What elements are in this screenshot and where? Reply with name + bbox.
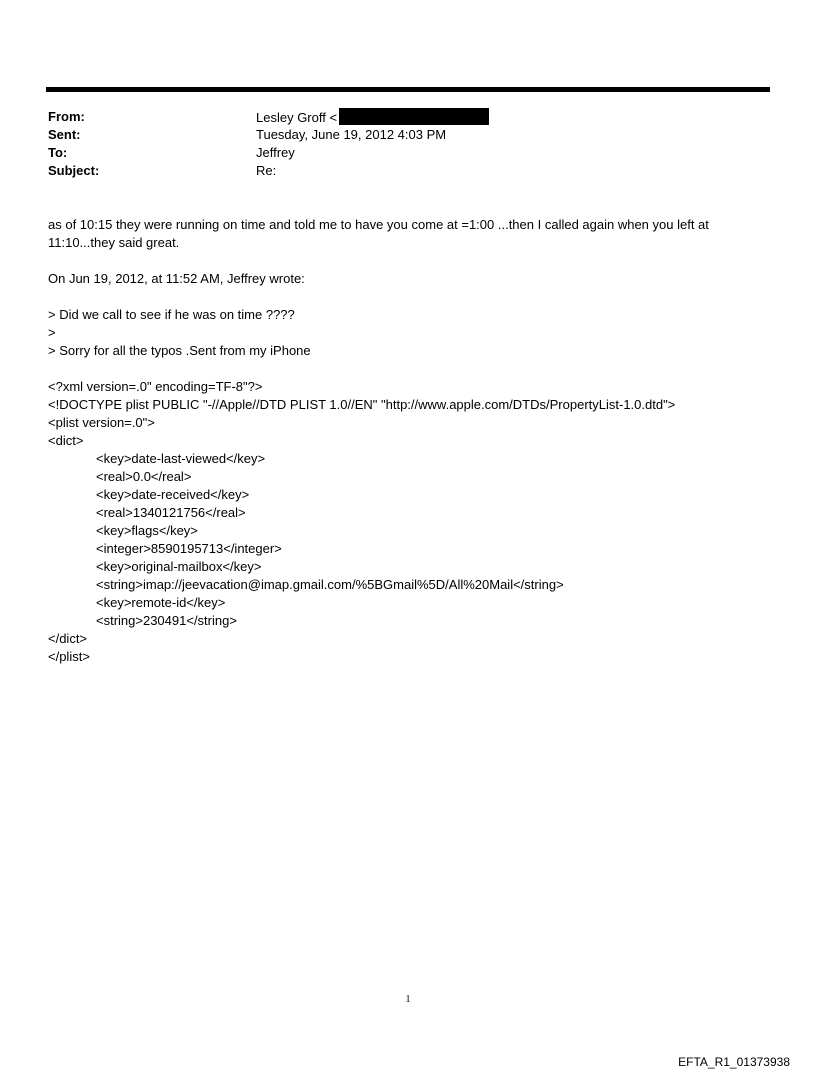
email-header (48, 108, 768, 180)
email-body (48, 216, 748, 666)
plist-entry: <string>imap://jeevacation@imap.gmail.com/%5BGmail%5D/All%20Mail</string> (96, 577, 564, 592)
plist-entry: <key>date-last-viewed</key> (96, 451, 266, 466)
to-label: To: (48, 145, 68, 160)
from-value: Lesley Groff < (256, 110, 338, 125)
spacer (48, 360, 748, 378)
body-line: as of 10:15 they were running on time and told me to have you come at =1:00 ...then I called again when you left at (48, 217, 709, 232)
subject-row (48, 162, 768, 180)
sent-value: Tuesday, June 19, 2012 4:03 PM (256, 127, 447, 142)
spacer (48, 288, 748, 306)
plist-line: <?xml version=.0" encoding=TF-8"?> (48, 379, 263, 394)
from-row (48, 108, 768, 126)
plist-entry: <key>original-mailbox</key> (96, 559, 262, 574)
quoted-line: > (48, 325, 56, 340)
plist-line: </dict> (48, 631, 88, 646)
plist-line: <plist version=.0"> (48, 415, 155, 430)
to-value: Jeffrey (256, 145, 295, 160)
quoted-line: > Did we call to see if he was on time ???? (48, 307, 295, 322)
plist-entry: <key>remote-id</key> (96, 595, 226, 610)
subject-value: Re: (256, 163, 277, 178)
sent-row (48, 126, 768, 144)
plist-entry: <integer>8590195713</integer> (96, 541, 282, 556)
from-label: From: (48, 109, 85, 124)
plist-entry: <string>230491</string> (96, 613, 237, 628)
plist-entry: <real>0.0</real> (96, 469, 192, 484)
plist-line: </plist> (48, 649, 90, 664)
from-value-wrap (256, 108, 768, 126)
plist-entry: <key>date-received</key> (96, 487, 250, 502)
plist-line: <!DOCTYPE plist PUBLIC "-//Apple//DTD PLIST 1.0//EN" "http://www.apple.com/DTDs/PropertyList-1.0.dtd"> (48, 397, 676, 412)
sent-label: Sent: (48, 127, 81, 142)
plist-entry: <real>1340121756</real> (96, 505, 246, 520)
bates-number: EFTA_R1_01373938 (678, 1055, 790, 1069)
quote-intro: On Jun 19, 2012, at 11:52 AM, Jeffrey wrote: (48, 271, 305, 286)
plist-entry: <key>flags</key> (96, 523, 198, 538)
to-row (48, 144, 768, 162)
quoted-line: > Sorry for all the typos .Sent from my iPhone (48, 343, 311, 358)
subject-label: Subject: (48, 163, 100, 178)
page-number: 1 (405, 994, 411, 1005)
top-rule (46, 87, 770, 92)
plist-line: <dict> (48, 433, 84, 448)
body-line: 11:10...they said great. (48, 235, 180, 250)
spacer (48, 252, 748, 270)
redaction-block (339, 108, 489, 125)
